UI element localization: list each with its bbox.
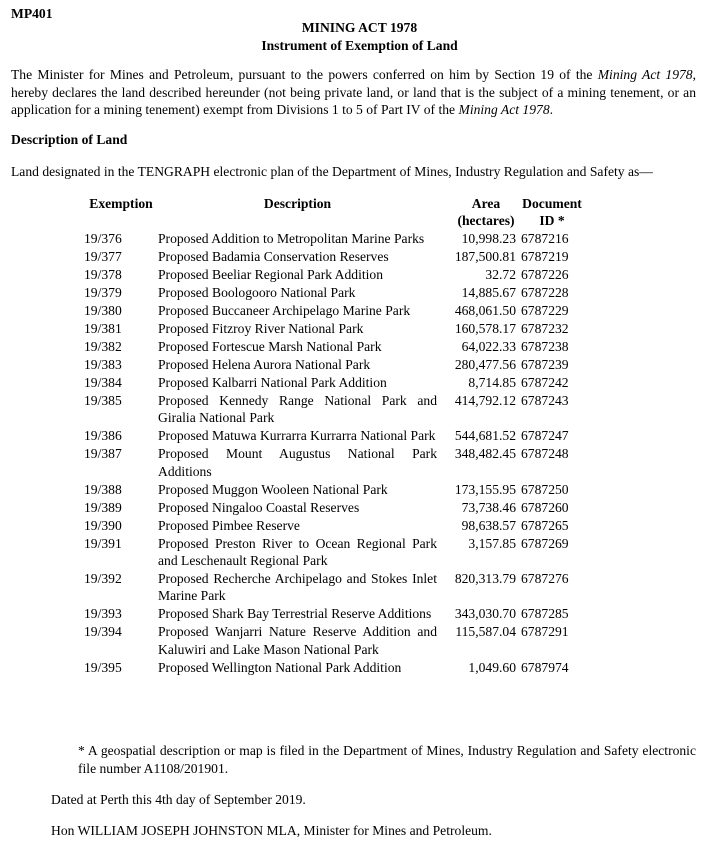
act-title: MINING ACT 1978 (301, 20, 418, 35)
header-description: Description (263, 196, 332, 211)
area-cell: 73,738.46 (461, 499, 516, 515)
area-cell: 820,313.79 (454, 571, 516, 587)
intro-text-1: The Minister for Mines and Petroleum, pursuant to the powers conferred on him by Section 19 of the (11, 67, 598, 82)
document-id-cell: 6787243 (521, 392, 569, 408)
exemption-cell: 19/378 (84, 266, 122, 282)
area-cell: 173,155.95 (454, 481, 516, 497)
exemption-cell: 19/393 (84, 606, 122, 622)
table-row (84, 427, 583, 445)
exemption-cell: 19/391 (84, 535, 122, 551)
exemption-cell: 19/389 (84, 499, 122, 515)
description-cell: Proposed Matuwa Kurrarra Kurrarra National Park (158, 428, 436, 444)
area-cell: 160,578.17 (454, 320, 516, 336)
act-name-1: Mining Act 1978 (597, 67, 693, 82)
exemption-cell: 19/382 (84, 338, 122, 354)
header-exemption: Exemption (89, 196, 153, 211)
area-cell: 468,061.50 (454, 302, 516, 318)
document-id-cell: 6787276 (521, 571, 569, 587)
intro-paragraph (11, 66, 696, 119)
area-cell: 3,157.85 (468, 535, 516, 551)
area-cell: 544,681.52 (454, 428, 516, 444)
description-cell: Proposed Wanjarri Nature Reserve Addition and Kaluwiri and Lake Mason National Park (158, 624, 437, 657)
exemption-cell: 19/385 (84, 392, 122, 408)
description-cell: Proposed Fitzroy River National Park (158, 320, 364, 336)
document-id-cell: 6787248 (521, 446, 569, 462)
area-cell: 8,714.85 (468, 374, 516, 390)
exemption-cell: 19/381 (84, 320, 122, 336)
document-id-cell: 6787226 (521, 266, 569, 282)
exemption-cell: 19/377 (84, 248, 122, 264)
area-cell: 10,998.23 (461, 230, 516, 246)
table-row (84, 320, 583, 338)
area-cell: 280,477.56 (454, 356, 516, 372)
description-cell: Proposed Beeliar Regional Park Addition (158, 266, 384, 282)
table-row (84, 266, 583, 284)
document-id-cell: 6787239 (521, 356, 569, 372)
table-row (84, 481, 583, 499)
exemption-cell: 19/376 (84, 230, 122, 246)
act-name-2: Mining Act 1978 (458, 102, 550, 117)
exemption-cell: 19/384 (84, 374, 122, 390)
table-row (84, 659, 583, 677)
section-heading: Description of Land (11, 132, 128, 147)
description-cell: Proposed Recherche Archipelago and Stokes Inlet Marine Park (158, 571, 437, 604)
area-cell: 1,049.60 (468, 659, 516, 675)
document-id-cell: 6787229 (521, 302, 569, 318)
exemption-cell: 19/387 (84, 446, 122, 462)
description-cell: Proposed Preston River to Ocean Regional Park and Leschenault Regional Park (158, 535, 437, 569)
table-row (84, 338, 583, 356)
exemption-table (84, 195, 583, 677)
header-doc-line2: ID * (539, 213, 565, 229)
area-cell: 187,500.81 (454, 248, 516, 264)
document-id-cell: 6787260 (521, 499, 569, 515)
table-row (84, 302, 583, 320)
header-area-line1: Area (471, 196, 501, 211)
exemption-cell: 19/394 (84, 624, 122, 640)
table-row (84, 623, 583, 658)
document-id-cell: 6787974 (521, 659, 569, 675)
table-row (84, 605, 583, 623)
area-cell: 32.72 (485, 266, 516, 282)
intro-text-3: . (549, 102, 554, 117)
designation-text: Land designated in the TENGRAPH electronic plan of the Department of Mines, Industry Regulation and Safety as— (11, 164, 653, 179)
area-cell: 64,022.33 (461, 338, 516, 354)
document-id-cell: 6787265 (521, 517, 569, 533)
area-cell: 98,638.57 (461, 517, 516, 533)
description-cell: Proposed Kennedy Range National Park and Giralia National Park (158, 392, 437, 426)
description-cell: Proposed Shark Bay Terrestrial Reserve Additions (158, 606, 432, 622)
description-cell: Proposed Wellington National Park Addition (158, 659, 402, 675)
description-cell: Proposed Fortescue Marsh National Park (158, 338, 382, 354)
table-row (84, 392, 583, 427)
description-cell: Proposed Addition to Metropolitan Marine Parks (158, 230, 425, 246)
description-cell: Proposed Mount Augustus National Park Additions (158, 446, 437, 479)
exemption-cell: 19/388 (84, 481, 122, 497)
exemption-cell: 19/383 (84, 356, 122, 372)
area-cell: 414,792.12 (454, 392, 516, 408)
description-cell: Proposed Buccaneer Archipelago Marine Park (158, 302, 411, 318)
exemption-cell: 19/390 (84, 517, 122, 533)
description-cell: Proposed Pimbee Reserve (158, 517, 300, 533)
exemption-cell: 19/392 (84, 571, 122, 587)
exemption-cell: 19/380 (84, 302, 122, 318)
instrument-title: Instrument of Exemption of Land (261, 38, 458, 53)
description-cell: Proposed Kalbarri National Park Addition (158, 374, 387, 390)
table-header-row (84, 195, 583, 230)
document-id-cell: 6787250 (521, 481, 569, 497)
table-row (84, 445, 583, 480)
description-cell: Proposed Ningaloo Coastal Reserves (158, 499, 360, 515)
exemption-cell: 19/379 (84, 284, 122, 300)
document-id-cell: 6787247 (521, 428, 569, 444)
document-id-cell: 6787238 (521, 338, 569, 354)
table-row (84, 230, 583, 248)
table-row (84, 374, 583, 392)
document-id-cell: 6787228 (521, 284, 569, 300)
intro-text-2: , hereby declares the land described hereunder (not being private land, or land that is the subject of a mining tenement, or an application for a mining tenement) exempt from Divisions 1 to 5 of Part IV of the (11, 67, 697, 117)
exemption-cell: 19/395 (84, 659, 122, 675)
document-id-cell: 6787219 (521, 248, 569, 264)
description-cell: Proposed Badamia Conservation Reserves (158, 248, 389, 264)
header-area-line2: (hectares) (457, 213, 515, 229)
table-row (84, 535, 583, 570)
signature-line: Hon WILLIAM JOSEPH JOHNSTON MLA, Minister for Mines and Petroleum. (51, 823, 492, 838)
footnote: * A geospatial description or map is filed in the Department of Mines, Industry Regulation and Safety electronic file number A1108/201901. (78, 743, 696, 776)
area-cell: 348,482.45 (454, 446, 516, 462)
exemption-cell: 19/386 (84, 428, 122, 444)
table-row (84, 284, 583, 302)
description-cell: Proposed Muggon Wooleen National Park (158, 481, 388, 497)
header-doc-line1: Document (522, 196, 582, 211)
area-cell: 343,030.70 (454, 606, 516, 622)
header-area (442, 195, 521, 230)
table-row (84, 499, 583, 517)
table-row (84, 517, 583, 535)
notice-code: MP401 (11, 6, 53, 21)
description-cell: Proposed Boologooro National Park (158, 284, 356, 300)
document-id-cell: 6787285 (521, 606, 569, 622)
document-id-cell: 6787269 (521, 535, 569, 551)
dated-line: Dated at Perth this 4th day of September 2019. (51, 792, 306, 807)
area-cell: 14,885.67 (461, 284, 516, 300)
document-id-cell: 6787232 (521, 320, 569, 336)
table-row (84, 356, 583, 374)
table-row (84, 248, 583, 266)
description-cell: Proposed Helena Aurora National Park (158, 356, 371, 372)
header-document (521, 195, 583, 230)
table-row (84, 570, 583, 605)
document-id-cell: 6787242 (521, 374, 569, 390)
table-body (84, 230, 583, 677)
document-id-cell: 6787216 (521, 230, 569, 246)
document-id-cell: 6787291 (521, 624, 569, 640)
area-cell: 115,587.04 (455, 624, 516, 640)
